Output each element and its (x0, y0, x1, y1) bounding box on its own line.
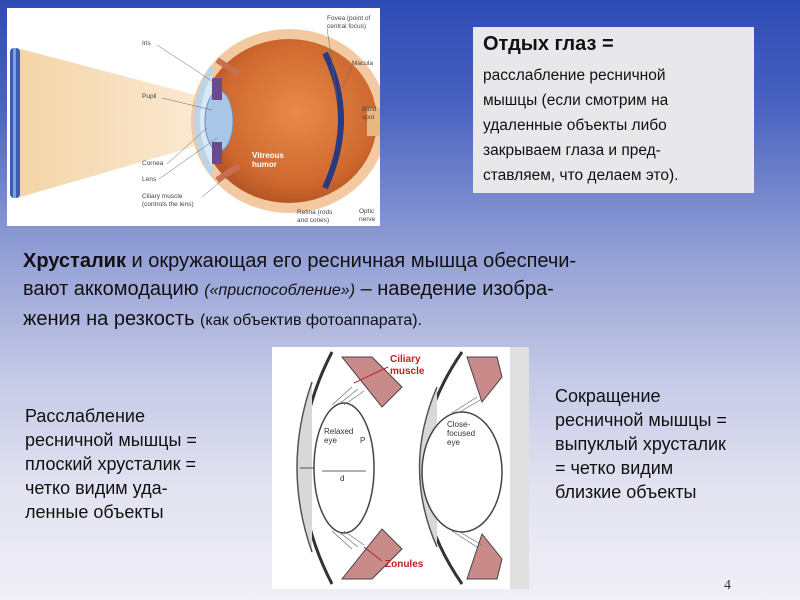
label-close-eye: eye (447, 438, 460, 447)
label-retina: Retina (rods (297, 209, 333, 216)
label-relaxed: Relaxed (324, 427, 354, 436)
label-spot: spot (362, 114, 375, 121)
flat-lens (314, 403, 374, 533)
paragraph-line-1 (23, 247, 793, 275)
label-vitreous: Vitreous (252, 151, 284, 160)
label-ciliary-2: (controls the lens) (142, 201, 194, 208)
rest-box-line: расслабление ресничной (483, 67, 666, 84)
caption-line: Сокращение (555, 386, 661, 406)
caption-line: = четко видим (555, 458, 674, 478)
paragraph-text: вают аккомодацию (23, 278, 205, 300)
paragraph-italic-note: («приспособление») (204, 282, 356, 299)
caption-line: ленные объекты (25, 502, 164, 522)
caption-line: выпуклый хрусталик (555, 434, 726, 454)
contraction-caption (555, 384, 785, 504)
caption-line: Расслабление (25, 406, 145, 426)
label-ciliary-muscle: Ciliary (390, 354, 421, 365)
label-iris: Iris (142, 40, 151, 47)
label-blind: Blind (362, 106, 377, 113)
caption-line: ресничной мышцы = (555, 410, 727, 430)
label-fovea: Fovea (point of (327, 15, 371, 22)
eye-anatomy-svg (7, 8, 380, 226)
caption-line: ресничной мышцы = (25, 430, 197, 450)
label-relaxed-eye: eye (324, 436, 337, 445)
label-d: d (340, 474, 345, 483)
rest-box-line: ставляем, что делаем это). (483, 167, 679, 184)
rest-box-line: закрываем глаза и пред- (483, 142, 661, 159)
label-fovea-2: central focus) (327, 23, 367, 30)
slide-page-number: 4 (724, 578, 731, 593)
rest-box-line: удаленные объекты либо (483, 117, 667, 134)
label-cornea: Cornea (142, 160, 164, 167)
paragraph-line-2 (23, 275, 793, 305)
label-focused: focused (447, 429, 476, 438)
rest-box-line: мышцы (если смотрим на (483, 92, 669, 109)
paragraph-text: – наведение изобра- (355, 278, 554, 300)
paragraph-text: и окружающая его ресничная мышца обеспечи- (125, 250, 577, 272)
paragraph-small-note: (как объектив фотоаппарата). (200, 312, 423, 329)
label-zonules: Zonules (385, 559, 424, 570)
lens-diagram-svg (272, 347, 529, 589)
term-lens: Хрусталик (23, 250, 126, 272)
caption-line: близкие объекты (555, 482, 697, 502)
label-ciliary: Ciliary muscle (142, 193, 183, 200)
paragraph-text: жения на резкость (23, 308, 201, 330)
relaxation-caption (25, 404, 275, 524)
lens-accommodation-diagram (272, 347, 529, 589)
label-lens: Lens (142, 176, 157, 183)
label-macula: Macula (352, 60, 373, 67)
label-nerve: nerve (359, 216, 376, 223)
rest-box-body (483, 63, 751, 188)
rest-box-title: Отдых глаз = (483, 33, 614, 55)
label-pupil: Pupil (142, 93, 157, 100)
eye-anatomy-diagram (7, 8, 380, 226)
label-humor: humor (252, 160, 277, 169)
caption-line: четко видим уда- (25, 478, 168, 498)
paragraph-line-3 (23, 305, 793, 335)
light-cone (17, 48, 207, 198)
label-optic: Optic (359, 208, 375, 215)
label-retina-2: and cones) (297, 217, 330, 224)
caption-line: плоский хрусталик = (25, 454, 197, 474)
label-close: Close- (447, 420, 471, 429)
label-ciliary-muscle-2: muscle (390, 366, 425, 377)
eye-rest-definition-box (473, 27, 754, 193)
main-paragraph (23, 247, 793, 335)
label-p: P (360, 436, 366, 445)
